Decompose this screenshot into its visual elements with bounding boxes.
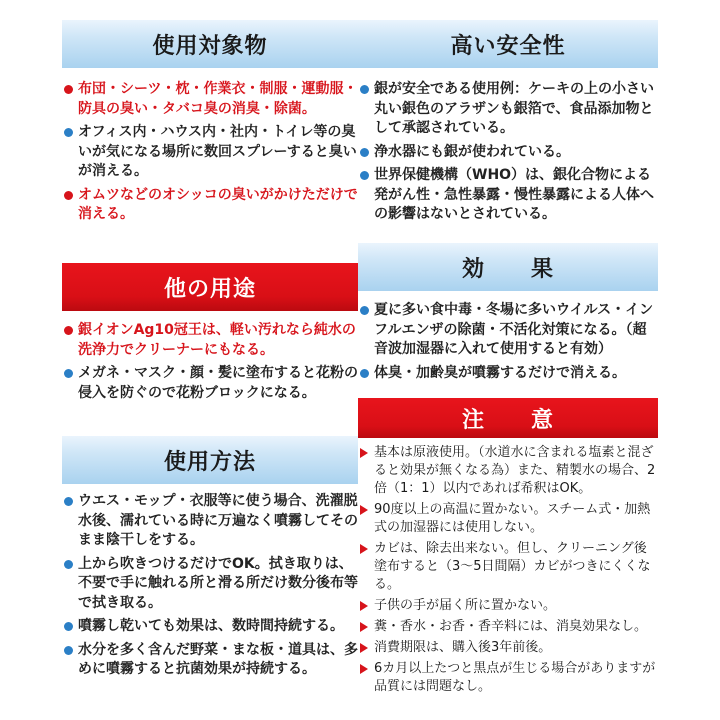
- bullet-icon: [64, 191, 73, 200]
- list-item: [62, 641, 358, 680]
- item-text: メガネ・マスク・顔・髪に塗布すると花粉の侵入を防ぐので花粉ブロックになる。: [78, 365, 358, 401]
- bullet-icon: [360, 171, 369, 180]
- item-list: [62, 492, 358, 684]
- item-text: オムツなどのオシッコの臭いがかけただけで消える。: [78, 186, 358, 222]
- item-text: 世界保健機構（WHO）は、銀化合物による発がん性・急性暴露・慢性暴露による人体への影響はないとされている。: [374, 167, 654, 222]
- section-header: [62, 436, 358, 484]
- item-text: 6カ月以上たつと黒点が生じる場合がありますが品質には問題なし。: [374, 661, 656, 694]
- item-text: 基本は原液使用。（水道水に含まれる塩素と混ざると効果が無くなる為）また、精製水の場合、2倍（1：1）以内であれば希釈はOK。: [374, 445, 656, 496]
- section-safety: [358, 20, 658, 240]
- section-header: [358, 20, 658, 68]
- bullet-icon: [360, 148, 369, 157]
- item-text: 消費期限は、購入後3年前後。: [374, 640, 552, 655]
- item-list: [358, 80, 658, 229]
- item-list: [358, 301, 658, 387]
- list-item: [358, 618, 658, 636]
- bullet-icon: [360, 369, 369, 378]
- list-item: [62, 364, 358, 403]
- item-text: 銀イオンAg10冠王は、軽い汚れなら純水の洗浄力でクリーナーにもなる。: [78, 322, 356, 358]
- bullet-icon: [64, 622, 73, 631]
- list-item: [62, 555, 358, 614]
- item-text: 銀が安全である使用例：ケーキの上の小さい丸い銀色のアラザンも銀箔で、食品添加物として承認されている。: [374, 81, 654, 136]
- list-item: [62, 80, 358, 119]
- item-text: ウエス・モップ・衣服等に使う場合、洗濯脱水後、濡れている時に万遍なく噴霧してそのまま陰干しをする。: [78, 493, 358, 548]
- list-item: [358, 166, 658, 225]
- bullet-icon: [64, 326, 73, 335]
- list-item: [358, 501, 658, 537]
- list-item: [358, 444, 658, 498]
- section-header: [62, 20, 358, 68]
- bullet-icon: [360, 306, 369, 315]
- bullet-icon: [64, 369, 73, 378]
- list-item: [358, 301, 658, 360]
- section-effects: [358, 243, 658, 393]
- section-title: 使用対象物: [152, 33, 268, 59]
- section-title: 他の用途: [163, 276, 256, 302]
- list-item: [358, 639, 658, 657]
- bullet-icon: [64, 497, 73, 506]
- item-text: 布団・シーツ・枕・作業衣・制服・運動服・防具の臭い・タバコ臭の消臭・除菌。: [78, 81, 358, 117]
- section-usage-targets: [62, 20, 358, 245]
- bullet-icon: [64, 128, 73, 137]
- bullet-icon: [64, 646, 73, 655]
- item-text: 糞・香水・お香・香辛料には、消臭効果なし。: [374, 619, 648, 634]
- list-item: [358, 660, 658, 696]
- list-item: [62, 321, 358, 360]
- item-text: カビは、除去出来ない。但し、クリーニング後塗布すると（3～5日間隔）カビがつきにくくなる。: [374, 541, 651, 592]
- section-header: [62, 263, 358, 311]
- item-text: 体臭・加齢臭が噴霧するだけで消える。: [374, 364, 626, 381]
- bullet-icon: [360, 85, 369, 94]
- item-text: 浄水器にも銀が使われている。: [374, 143, 570, 160]
- section-cautions: [358, 398, 658, 716]
- triangle-bullet-icon: [360, 664, 368, 674]
- item-list: [62, 80, 358, 229]
- list-item: [62, 492, 358, 551]
- bullet-icon: [64, 560, 73, 569]
- list-item: [62, 617, 358, 637]
- section-title: 注 意: [461, 407, 554, 433]
- list-item: [358, 143, 658, 163]
- list-item: [358, 364, 658, 384]
- section-header: [358, 243, 658, 291]
- triangle-bullet-icon: [360, 643, 368, 653]
- list-item: [358, 597, 658, 615]
- item-text: 90度以上の高温に置かない。スチーム式・加熱式の加湿器には使用しない。: [374, 502, 651, 535]
- triangle-bullet-icon: [360, 505, 368, 515]
- section-title: 使用方法: [163, 449, 256, 475]
- section-title: 効 果: [461, 256, 554, 282]
- list-item: [358, 540, 658, 594]
- item-list: [358, 444, 658, 699]
- list-item: [62, 186, 358, 225]
- item-text: 夏に多い食中毒・冬場に多いウイルス・インフルエンザの除菌・不活化対策になる。（超音波加湿器に入れて使用すると有効）: [374, 302, 654, 357]
- item-text: 上から吹きつけるだけでOK。拭き取りは、不要で手に触れる所と滑る所だけ数分後布等で拭き取る。: [78, 555, 358, 611]
- section-how-to-use: [62, 436, 358, 716]
- triangle-bullet-icon: [360, 601, 368, 611]
- list-item: [62, 123, 358, 182]
- list-item: [358, 80, 658, 139]
- bullet-icon: [64, 85, 73, 94]
- item-text: 子供の手が届く所に置かない。: [374, 598, 557, 613]
- item-list: [62, 321, 358, 407]
- item-text: オフィス内・ハウス内・社内・トイレ等の臭いが気になる場所に数回スプレーすると臭いが消える。: [78, 124, 357, 179]
- item-text: 噴霧し乾いても効果は、数時間持続する。: [78, 618, 344, 634]
- triangle-bullet-icon: [360, 544, 368, 554]
- item-text: 水分を多く含んだ野菜・まな板・道具は、多めに噴霧すると抗菌効果が持続する。: [78, 641, 358, 677]
- section-header: [358, 398, 658, 438]
- section-title: 高い安全性: [450, 33, 566, 59]
- triangle-bullet-icon: [360, 448, 368, 458]
- triangle-bullet-icon: [360, 622, 368, 632]
- section-other-uses: [62, 263, 358, 423]
